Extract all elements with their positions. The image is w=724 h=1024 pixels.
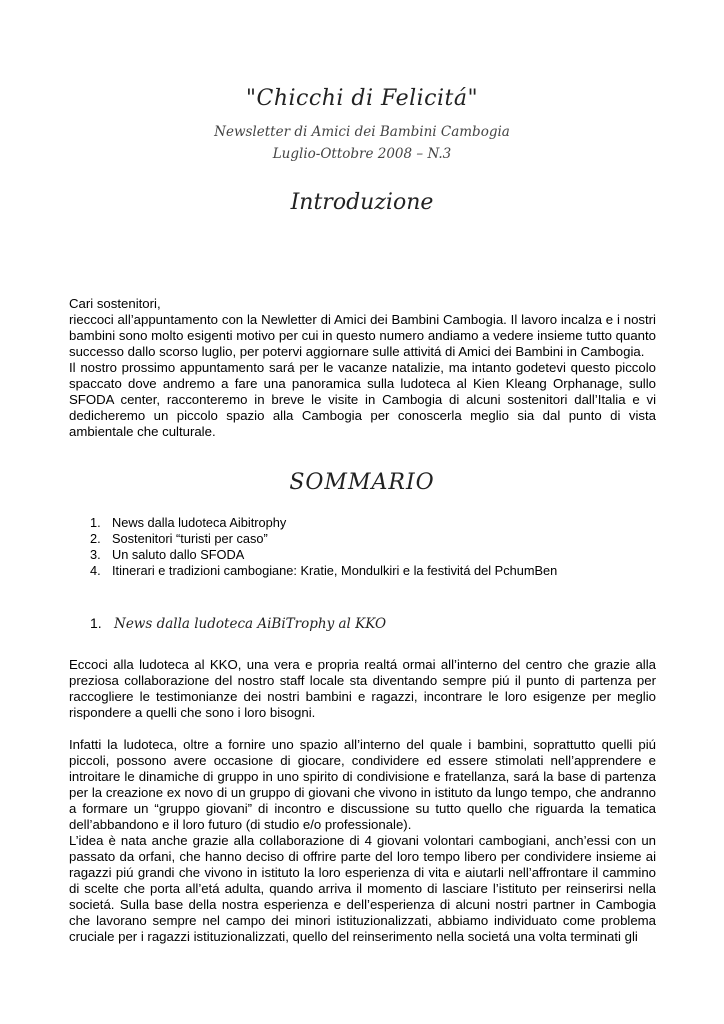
toc-item [90,563,650,579]
section-1-paragraph-1: Eccoci alla ludoteca al KKO, una vera e propria realtá ormai all’interno del centro che grazie alla preziosa collaborazione del nostro staff locale sta diventando sempre piú il punto di partenza per raccogliere le testimonianze dei nostri bambini e ragazzi, incontrare le loro esigenze per meglio rispondere a quelli che sono i loro bisogni. [69,657,656,720]
toc-item-number: 1. [90,515,101,530]
intro-greeting: Cari sostenitori, [69,296,161,311]
newsletter-title: "Chicchi di Felicitá" [245,86,479,111]
toc-item-number: 2. [90,531,101,546]
toc-item [90,531,650,547]
intro-heading: Introduzione [290,190,434,215]
toc-item-number: 4. [90,563,101,578]
toc-item-label: News dalla ludoteca Aibitrophy [112,515,287,530]
intro-paragraph-1: rieccoci all’appuntamento con la Newletter di Amici dei Bambini Cambogia. Il lavoro incalza e i nostri bambini sono molto esigenti motivo per cui in questo numero andiamo a vedere insieme tutto quanto successo dallo scorso luglio, per potervi aggiornare sulle attivitá di Amici dei Bambini in Cambogia. [69,312,656,359]
toc-item-label: Itinerari e tradizioni cambogiane: Kratie, Mondulkiri e la festivitá del PchumBen [112,563,558,578]
section-1-heading [90,615,386,632]
newsletter-subtitle: Newsletter di Amici dei Bambini Cambogia [214,124,510,140]
section-1-title: News dalla ludoteca AiBiTrophy al KKO [114,616,387,632]
table-of-contents [90,515,650,579]
newsletter-issue: Luglio-Ottobre 2008 – N.3 [272,146,452,162]
toc-item-label: Sostenitori “turisti per caso” [112,531,268,546]
intro-paragraph-2: Il nostro prossimo appuntamento sará per le vacanze natalizie, ma intanto godetevi questo piccolo spaccato dove andremo a fare una panoramica sulla ludoteca al Kien Kleang Orphanage, sullo SFODA center, racconteremo in breve le visite in Cambogia di alcuni sostenitori dall’Italia e vi dedicheremo un piccolo spazio alla Cambogia per conoscerla meglio sia dal punto di vista ambientale che culturale. [69,360,656,439]
sommario-heading: SOMMARIO [289,470,435,495]
toc-item [90,515,650,531]
toc-item-number: 3. [90,547,101,562]
section-1-number: 1. [90,615,102,631]
section-1-paragraph-2: Infatti la ludoteca, oltre a fornire uno spazio all’interno del quale i bambini, soprattutto quelli piú piccoli, possono avere occasione di giocare, condividere ed essere stimolati nell’apprendere e introitare le dinamiche di gruppo in uno spirito di condivisione e fratellanza, sará la base di partenza per la creazione ex novo di un gruppo di giovani che vivono in istituto da lungo tempo, che andranno a formare un “gruppo giovani” di incontro e discussione su tutto quello che riguarda la tematica dell’abbandono e il loro futuro (di studio e/o professionale). [69,737,656,832]
toc-item [90,547,650,563]
intro-text [69,296,656,440]
section-1-paragraph-3: L’idea è nata anche grazie alla collaborazione di 4 giovani volontari cambogiani, anch’essi con un passato da orfani, che hanno deciso di offrire parte del loro tempo libero per condividere insieme ai ragazzi piú grandi che vivono in istituto la loro esperienza di vita e aiutarli nell’affrontare il cammino di scelte che porta all’etá adulta, quando arriva il momento di lasciare l’istituto per reinserirsi nella societá. Sulla base della nostra esperienza e dell’esperienza di alcuni nostri partner in Cambogia che lavorano sempre nel campo dei minori istituzionalizzati, abbiamo individuato come problema cruciale per i ragazzi istituzionalizzati, quello del reinserimento nella societá una volta terminati gli [69,833,656,944]
toc-item-label: Un saluto dallo SFODA [112,547,245,562]
